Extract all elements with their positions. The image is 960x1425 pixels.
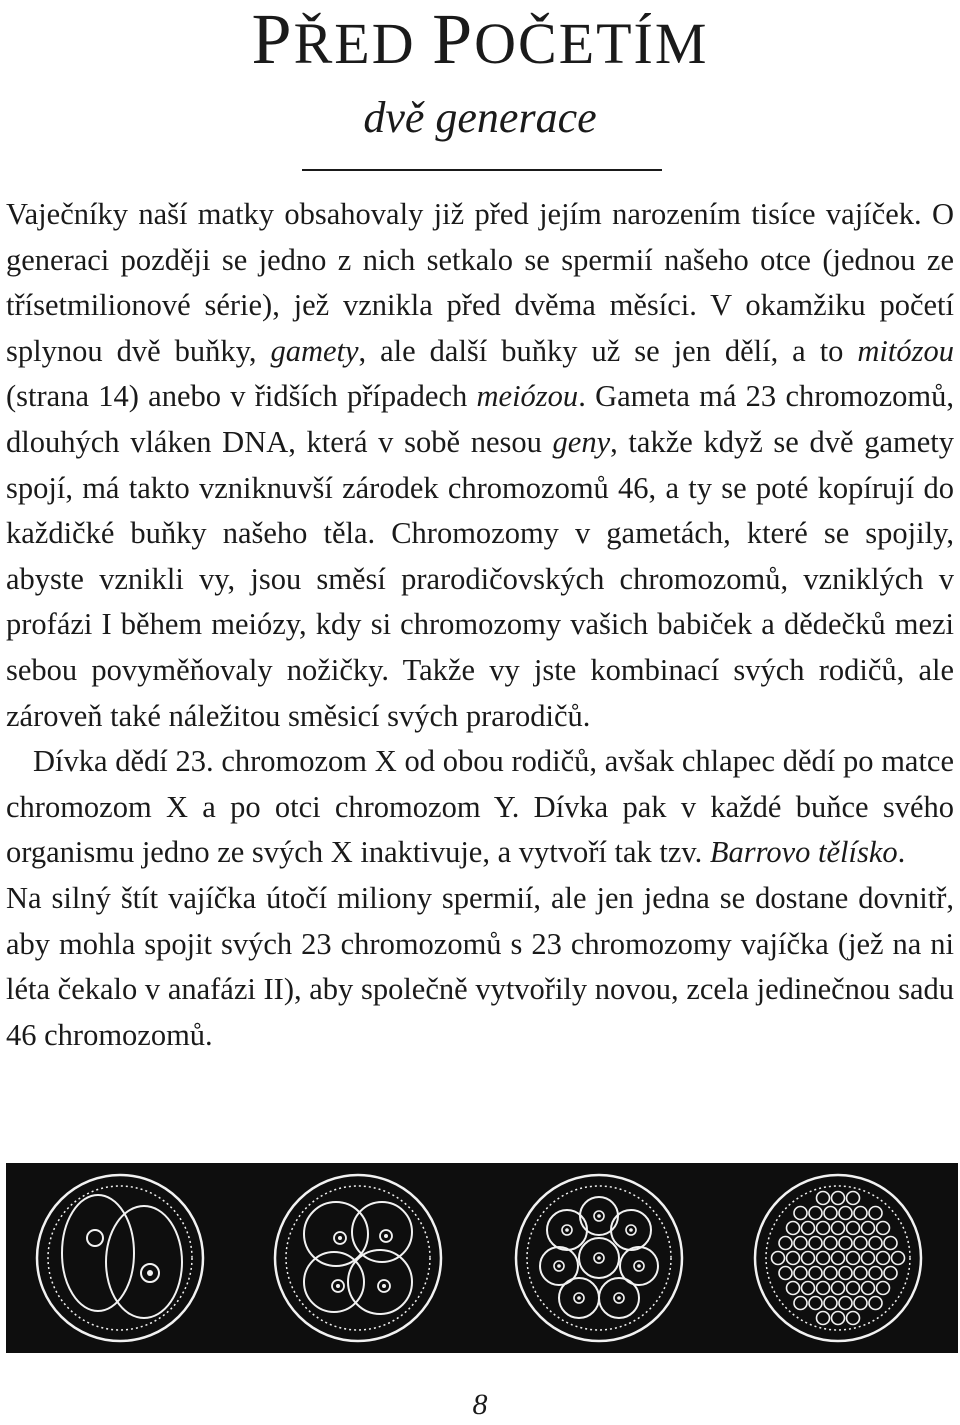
morula-cell [847, 1252, 860, 1265]
nucleolus [565, 1228, 569, 1232]
blastomere [62, 1195, 134, 1311]
morula-cell [847, 1312, 860, 1325]
morula-cell [802, 1282, 815, 1295]
nucleus [87, 1230, 103, 1246]
text-run: . [897, 835, 906, 870]
cell-division-svg [6, 1163, 958, 1353]
morula-cell [869, 1267, 882, 1280]
morula-cell [862, 1282, 875, 1295]
morula-cell [854, 1297, 867, 1310]
morula-cell [839, 1297, 852, 1310]
morula-cell [877, 1222, 890, 1235]
title-divider [302, 169, 662, 171]
morula-cell [839, 1237, 852, 1250]
paragraph [6, 876, 954, 1058]
morula-cell [824, 1267, 837, 1280]
body-text [6, 192, 954, 1058]
italic-term: geny [552, 424, 611, 459]
morula-cell [824, 1237, 837, 1250]
text-run: , ale další buňky už se jen dělí, a to [358, 333, 858, 368]
nucleolus [617, 1296, 621, 1300]
morula-cell [809, 1207, 822, 1220]
nucleolus [637, 1264, 641, 1268]
morula-cell [839, 1267, 852, 1280]
morula-cell [862, 1222, 875, 1235]
nucleolus [384, 1234, 388, 1238]
morula-cell [832, 1222, 845, 1235]
morula-cell [794, 1237, 807, 1250]
blastomere [106, 1206, 182, 1318]
morula-cell [869, 1297, 882, 1310]
morula-cell [794, 1297, 807, 1310]
nucleolus [336, 1284, 340, 1288]
cell-division-illustration [6, 1163, 958, 1353]
morula-cell [832, 1252, 845, 1265]
morula-cell [809, 1267, 822, 1280]
morula-cell [787, 1252, 800, 1265]
text-run: (strana 14) anebo v řidších případech [6, 379, 477, 414]
morula-cell [847, 1222, 860, 1235]
morula-cell [824, 1297, 837, 1310]
text-run: . Gameta má 23 chromozomů, dlouhých vláken DNA, která v sobě nesou [6, 379, 954, 459]
morula-cell [817, 1312, 830, 1325]
morula-cell [824, 1207, 837, 1220]
nucleolus [147, 1270, 153, 1276]
morula-cell [854, 1267, 867, 1280]
text-run: Dívka dědí 23. chromozom X od obou rodičů, avšak chlapec dědí po matce chromozom X a po otci chromozom Y. Dívka pak v každé buňce svého organismu jedno ze svých X inaktivuje, a vytvoří tak tzv. [6, 744, 954, 870]
morula-cell [787, 1222, 800, 1235]
morula-cell [877, 1282, 890, 1295]
paragraph [6, 192, 954, 739]
morula-cell [779, 1237, 792, 1250]
morula-cell [884, 1237, 897, 1250]
nucleolus [597, 1214, 601, 1218]
morula-cell [794, 1267, 807, 1280]
italic-term: mitózou [857, 333, 954, 368]
morula-cell [817, 1222, 830, 1235]
italic-term: Barrovo tělísko [709, 835, 898, 870]
morula-cell [787, 1282, 800, 1295]
text-run: Vaječníky naší matky obsahovaly již před jejím narozením tisíce vajíček. O generaci později se jedno z nich setkalo se spermií našeho otce (jednou ze třísetmilionové série), jež vznikla před dvěma měsíci. V okamžiku početí splynou dvě buňky, [6, 197, 954, 368]
morula-cell [884, 1267, 897, 1280]
morula-cell [779, 1267, 792, 1280]
nucleolus [557, 1264, 561, 1268]
morula-cell [854, 1207, 867, 1220]
morula-cell [817, 1192, 830, 1205]
morula-cell [809, 1297, 822, 1310]
morula-cell [832, 1192, 845, 1205]
morula-cell [869, 1237, 882, 1250]
morula-cell [892, 1252, 905, 1265]
nucleolus [597, 1256, 601, 1260]
paragraph [6, 739, 954, 876]
morula-cell [832, 1312, 845, 1325]
morula-cell [802, 1222, 815, 1235]
page-title: PŘED POČETÍM [251, 0, 709, 79]
text-run: Na silný štít vajíčka útočí miliony spermií, ale jen jedna se dostane dovnitř, aby mohla spojit svých 23 chromozomů s 23 chromozomy vajíčka (jež na ni léta čekalo v anafázi II), aby společně vytvořily novou, zcela jedinečnou sadu 46 chromozomů. [6, 880, 954, 1052]
morula-cell [847, 1282, 860, 1295]
morula-cell [817, 1282, 830, 1295]
page-number: 8 [472, 1388, 488, 1421]
morula-cell [802, 1252, 815, 1265]
morula-cell [869, 1207, 882, 1220]
page-subtitle: dvě generace [363, 93, 597, 142]
morula-cell [817, 1252, 830, 1265]
text-run: , takže když se dvě gamety spojí, má takto vzniknuvší zárodek chromozomů 46, a ty se poté kopírují do každičké buňky našeho těla. Chromozomy v gametách, které se spojily, abyste vznikli vy, jsou směsí prarodičovských chromozomů, vzniklých v profázi I během meiózy, kdy si chromozomy vašich babiček a dědečků mezi sebou povyměňovaly nožičky. Takže vy jste kombinací svých rodičů, ale zároveň také náležitou směsicí svých prarodičů. [6, 424, 954, 733]
zona-outer-ring [755, 1175, 921, 1341]
morula-cell [839, 1207, 852, 1220]
morula-cell [832, 1282, 845, 1295]
zona-inner-ring [766, 1186, 910, 1330]
nucleolus [382, 1284, 386, 1288]
nucleolus [577, 1296, 581, 1300]
morula-cell [877, 1252, 890, 1265]
italic-term: meiózou [476, 379, 579, 414]
nucleolus [338, 1236, 342, 1240]
morula-cell [854, 1237, 867, 1250]
morula-cell [862, 1252, 875, 1265]
morula-cell [847, 1192, 860, 1205]
nucleolus [629, 1228, 633, 1232]
morula-cell [794, 1207, 807, 1220]
morula-cell [809, 1237, 822, 1250]
morula-cell [772, 1252, 785, 1265]
italic-term: gamety [270, 333, 359, 368]
